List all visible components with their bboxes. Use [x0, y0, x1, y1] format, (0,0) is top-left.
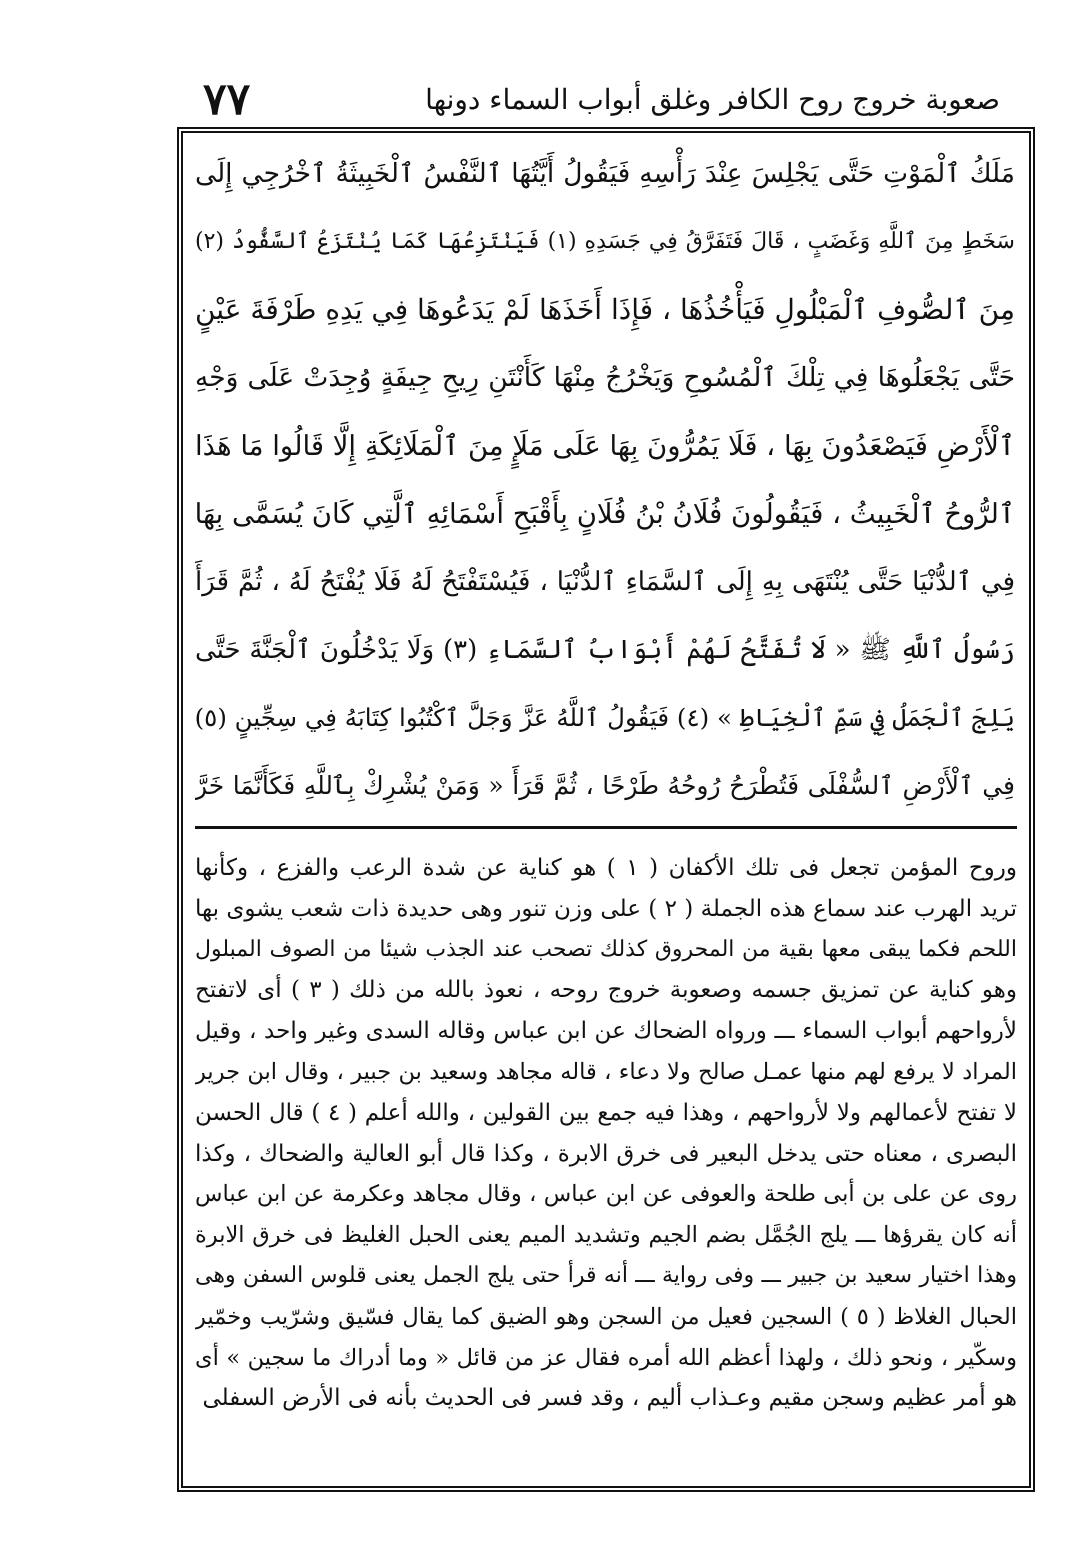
footnote-line: المراد لا يرفع لهم منها عمـل صالح ولا دعاء ، قاله مجاهد وسعيد بن جبير ، وقال ابن جرير [195, 1058, 1017, 1085]
page-header [185, 70, 1030, 130]
footnote-line: هو أمر عظيم وسجن مقيم وعـذاب أليم ، وقد فسر فى الحديث بأنه فى الأرض السفلى [202, 1385, 1017, 1412]
page-number: ٧٧ [203, 74, 251, 125]
main-text-line: فِي ٱلْأَرْضِ ٱلسُّفْلَى فَتُطْرَحُ رُوحُهُ طَرْحًا ، ثُمَّ قَرَأَ « وَمَنْ يُشْرِكْ بِٱللَّهِ فَكَأَنَّمَا خَرَّ [195, 771, 1015, 800]
footnote-line: اللحم فكما يبقى معها بقية من المحروق كذلك تصحب عند الجذب شيئا من الصوف المبلول [195, 936, 1017, 962]
footnote-line: وهذا اختيار سعيد بن جبير ـــ وفى رواية ـــ أنه قرأ حتى يلج الجمل يعنى قلوس السفن وهى [195, 1262, 1017, 1288]
footnote-line: روى عن على بن أبى طلحة والعوفى عن ابن عباس ، وقال مجاهد وعكرمة عن ابن عباس [195, 1181, 1017, 1208]
main-text-line: سَخَطٍ مِنَ ٱللَّهِ وَغَضَبٍ ، قَالَ فَتَفَرَّقُ فِي جَسَدِهِ (١) فَيَنْتَزِعُهَا كَمَا يُنْتَزَعُ ٱلسَّفُّودُ (٢) [195, 229, 1015, 254]
main-text-line: حَتَّى يَجْعَلُوهَا فِي تِلْكَ ٱلْمُسُوحِ وَيَخْرُجُ مِنْهَا كَأَنْتَنِ رِيحِ جِيفَةٍ وُجِدَتْ عَلَى وَجْهِ [195, 362, 1015, 393]
main-text-line: مَلَكُ ٱلْمَوْتِ حَتَّى يَجْلِسَ عِنْدَ رَأْسِهِ فَيَقُولُ أَيَّتُهَا ٱلنَّفْسُ ٱلْخَبِيثَةُ ٱخْرُجِي إِلَى [195, 158, 1015, 189]
footnote-line: وروح المؤمن تجعل فى تلك الأكفان ( ١ ) هو كناية عن شدة الرعب والفزع ، وكأنها [195, 855, 1017, 881]
footnotes [195, 848, 1017, 1488]
footnote-line: وسكّير ، ونحو ذلك ، ولهذا أعظم الله أمره فقال عز من قائل « وما أدراك ما سجين » أى [195, 1344, 1017, 1371]
footnote-line: البصرى ، معناه حتى يدخل البعير فى خرق الابرة ، وكذا قال أبو العالية والضحاك ، وكذا [195, 1140, 1017, 1167]
footnote-line: تريد الهرب عند سماع هذه الجملة ( ٢ ) على وزن تنور وهى حديدة ذات شعب يشوى بها [195, 895, 1017, 922]
footnote-line: وهو كناية عن تمزيق جسمه وصعوبة خروج روحه ، نعوذ بالله من ذلك ( ٣ ) أى لاتفتح [195, 977, 1017, 1004]
main-text-line: فِي ٱلدُّنْيَا حَتَّى يُنْتَهَى بِهِ إِلَى ٱلسَّمَاءِ ٱلدُّنْيَا ، فَيُسْتَفْتَحُ لَهُ فَلَا يُفْتَحُ لَهُ ، ثُمَّ قَرَأَ [195, 567, 1015, 597]
main-text-line: رَسُولُ ٱللَّهِ ﷺ « لَا تُفَتَّحُ لَهُمْ أَبْوَابُ ٱلسَّمَاءِ (٣) وَلَا يَدْخُلُونَ ٱلْجَنَّةَ حَتَّى [195, 635, 1015, 665]
footnote-separator [195, 826, 1017, 829]
main-text-line: ٱلْأَرْضِ فَيَصْعَدُونَ بِهَا ، فَلَا يَمُرُّونَ بِهَا عَلَى مَلَإٍ مِنَ ٱلْمَلَائِكَةِ إِلَّا قَالُوا مَا هَذَا [195, 430, 1015, 462]
running-title: صعوبة خروج روح الكافر وغلق أبواب السماء دونها [425, 83, 1000, 116]
footnote-line: الحبال الغلاظ ( ٥ ) السجين فعيل من السجن وهو الضيق كما يقال فسّيق وشرّيب وخمّير [195, 1303, 1017, 1330]
main-text-line: مِنَ ٱلصُّوفِ ٱلْمَبْلُولِ فَيَأْخُذُهَا ، فَإِذَا أَخَذَهَا لَمْ يَدَعُوهَا فِي يَدِهِ طَرْفَةَ عَيْنٍ [195, 293, 1015, 326]
footnote-line: لا تفتح لأعمالهم ولا لأرواحهم ، وهذا فيه جمع بين القولين ، والله أعلم ( ٤ ) قال الحسن [195, 1099, 1017, 1126]
main-text [195, 140, 1015, 820]
footnote-line: لأرواحهم أبواب السماء ـــ ورواه الضحاك عن ابن عباس وقاله السدى وغير واحد ، وقيل [195, 1018, 1017, 1045]
footnote-line: أنه كان يقرؤها ـــ يلج الجُمَّل بضم الجيم وتشديد الميم يعنى الحبل الغليظ فى خرق الابرة [195, 1222, 1017, 1249]
main-text-line: ٱلرُّوحُ ٱلْخَبِيثُ ، فَيَقُولُونَ فُلَانُ بْنُ فُلَانٍ بِأَقْبَحِ أَسْمَائِهِ ٱلَّتِي كَانَ يُسَمَّى بِهَا [195, 498, 1015, 530]
main-text-line: يَلِجَ ٱلْجَمَلُ فِي سَمِّ ٱلْخِيَاطِ » (٤) فَيَقُولُ ٱللَّهُ عَزَّ وَجَلَّ ٱكْتُبُوا كِتَابَهُ فِي سِجِّينٍ (٥) [195, 703, 1015, 732]
